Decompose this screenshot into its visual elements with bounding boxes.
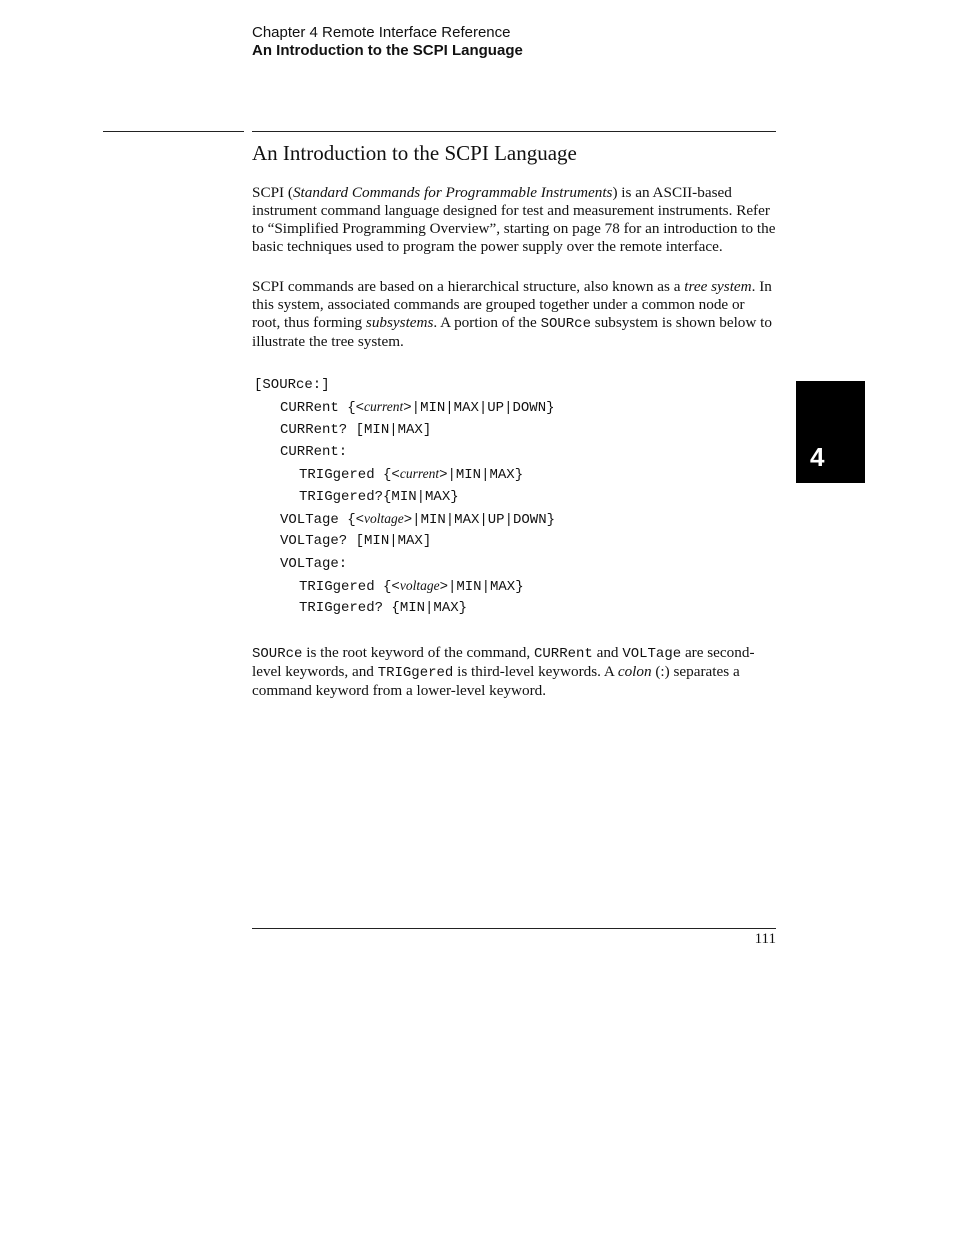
section-title: An Introduction to the SCPI Language xyxy=(252,141,577,165)
header-rule-left xyxy=(103,131,244,132)
code-line: [SOURce:] xyxy=(254,377,330,393)
chapter-tab-number: 4 xyxy=(810,442,825,472)
code-line: VOLTage: xyxy=(280,556,348,572)
code-line: CURRent: xyxy=(280,444,348,460)
intro-paragraph: SCPI (Standard Commands for Programmable Instruments) is an ASCII-based instrument command language designed for test and measurement instruments. Refer to “Simplified Programming Overview”, starting on page 78 for an introduction to the basic techniques used to program the power supply over the remote interface. xyxy=(252,184,776,255)
keyword-paragraph: SOURce is the root keyword of the command, CURRent and VOLTage are second-level keywords, and TRIGgered is third-level keywords. A colon (:) separates a command keyword from a lower-level keyword. xyxy=(252,644,755,699)
code-line: CURRent? [MIN|MAX] xyxy=(280,422,432,438)
header-rule-right xyxy=(252,131,776,132)
page-number: 111 xyxy=(754,931,776,947)
running-header-chapter: Chapter 4 Remote Interface Reference xyxy=(252,24,511,41)
code-line: VOLTage {<voltage>|MIN|MAX|UP|DOWN} xyxy=(280,511,555,528)
code-line: CURRent {<current>|MIN|MAX|UP|DOWN} xyxy=(280,399,555,416)
tree-paragraph: SCPI commands are based on a hierarchical structure, also known as a tree system. In this system, associated commands are grouped together under a common node or root, thus forming subsystems. A portion of the SOURce subsystem is shown below to illustrate the tree system. xyxy=(252,278,772,350)
code-line: TRIGgered? {MIN|MAX} xyxy=(299,600,468,616)
code-line: TRIGgered {<voltage>|MIN|MAX} xyxy=(299,578,524,595)
code-line: TRIGgered?{MIN|MAX} xyxy=(299,489,459,505)
footer-rule xyxy=(252,928,776,929)
code-line: VOLTage? [MIN|MAX] xyxy=(280,533,432,549)
code-line: TRIGgered {<current>|MIN|MAX} xyxy=(299,466,524,483)
running-header-section: An Introduction to the SCPI Language xyxy=(252,42,523,59)
chapter-tab xyxy=(796,381,865,483)
